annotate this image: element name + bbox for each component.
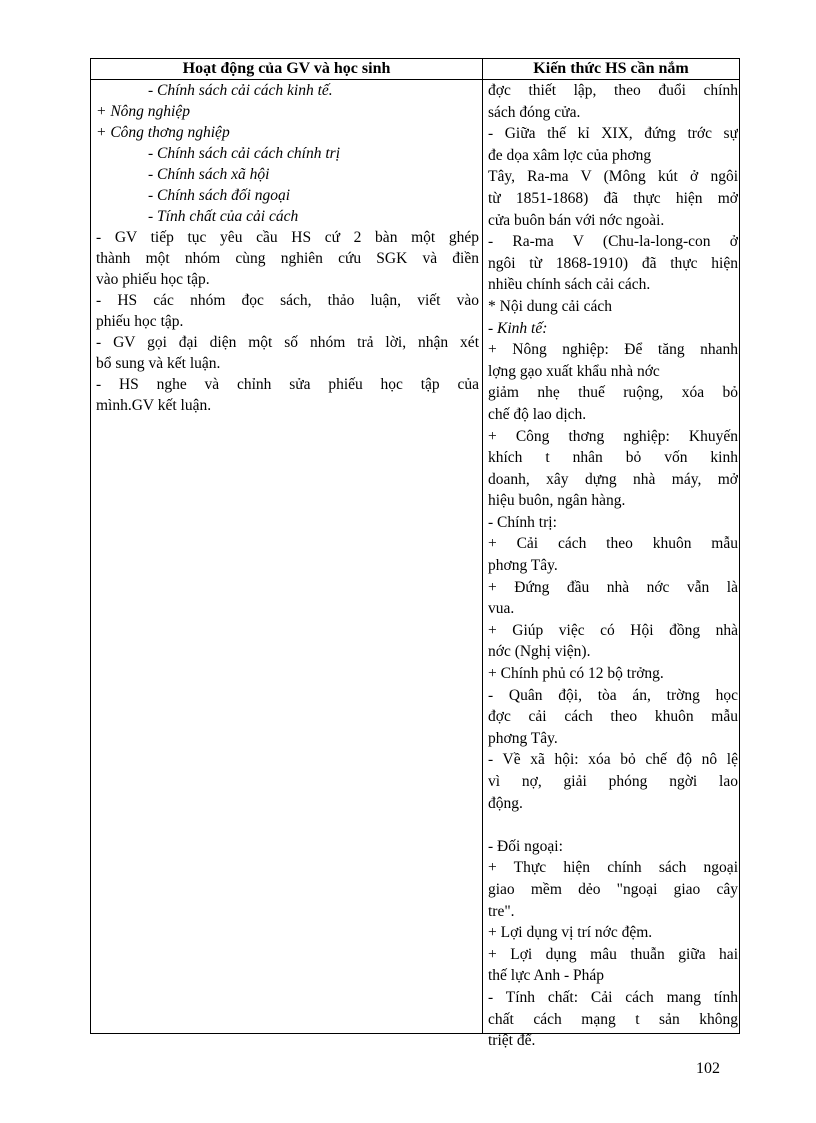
left-line: - HS nghe và chỉnh sửa phiếu học tập của: [96, 376, 479, 393]
right-line: phơng Tây.: [488, 729, 558, 747]
right-line: + Lợi dụng vị trí nớc đệm.: [488, 924, 653, 942]
left-line: + Công thơng nghiệp: [96, 124, 230, 141]
right-line: sách đóng cửa.: [488, 103, 581, 121]
left-line: mình.GV kết luận.: [96, 397, 212, 414]
header-activities: Hoạt động của GV và học sinh: [182, 60, 391, 77]
right-line: triệt để.: [488, 1032, 536, 1050]
right-line: + Nông nghiệp: Để tăng nhanh: [488, 341, 738, 359]
right-line: khích t nhân bỏ vốn kinh: [488, 449, 738, 467]
right-line: chế độ lao dịch.: [488, 405, 587, 423]
lesson-table: [90, 58, 740, 1050]
right-line: vua.: [488, 600, 515, 618]
page-number: 102: [696, 1060, 720, 1077]
right-line: nhiều chính sách cải cách.: [488, 276, 651, 294]
left-line: - Chính sách cải cách kinh tế.: [148, 82, 333, 99]
right-line: động.: [488, 794, 523, 812]
right-line: đợc cải cách theo khuôn mẫu: [488, 708, 738, 726]
right-line: + Thực hiện chính sách ngoại: [488, 859, 738, 877]
right-line: từ 1851-1868) đã thực hiện mở: [488, 189, 738, 207]
left-line: - Chính sách cải cách chính trị: [148, 145, 340, 162]
right-line: - Quân đội, tòa án, trờng học: [488, 686, 738, 704]
right-line: nớc (Nghị viện).: [488, 643, 591, 661]
left-line: thành một nhóm cùng nghiên cứu SGK và điền: [96, 250, 479, 267]
left-line: bổ sung và kết luận.: [96, 355, 221, 372]
right-line: lợng gạo xuất khẩu nhà nớc: [488, 362, 660, 380]
right-line: Tây, Ra-ma V (Mông kút ở ngôi: [488, 168, 738, 186]
activities-column: [96, 80, 479, 416]
right-line: + Giúp việc có Hội đồng nhà: [488, 621, 738, 639]
left-line: + Nông nghiệp: [96, 103, 190, 120]
left-line: - Chính sách đối ngoại: [148, 187, 291, 204]
right-line: đợc thiết lập, theo đuổi chính: [488, 82, 738, 99]
right-line: đe dọa xâm lợc của phơng: [488, 146, 652, 164]
left-line: phiếu học tập.: [96, 313, 184, 330]
left-line: - GV gọi đại diện một số nhóm trả lời, nhận xét: [96, 334, 479, 351]
right-line: phơng Tây.: [488, 557, 558, 575]
right-line: hiệu buôn, ngân hàng.: [488, 492, 626, 510]
right-line: + Đứng đầu nhà nớc vẫn là: [488, 578, 738, 596]
right-line: ngôi từ 1868-1910) đã thực hiện: [488, 254, 738, 272]
right-line: + Lợi dụng mâu thuẫn giữa hai: [488, 945, 738, 963]
left-line: - GV tiếp tục yêu cầu HS cứ 2 bàn một ghép: [96, 229, 479, 246]
column-divider: [482, 59, 483, 1033]
right-line: - Về xã hội: xóa bỏ chế độ nô lệ: [488, 751, 738, 769]
right-line: thế lực Anh - Pháp: [488, 967, 605, 985]
left-line: - Tính chất của cải cách: [148, 208, 299, 225]
right-line: chất cách mạng t sản không: [488, 1010, 738, 1028]
right-line: + Chính phủ có 12 bộ trởng.: [488, 665, 664, 683]
left-line: - Chính sách xã hội: [148, 166, 270, 183]
left-line: vào phiếu học tập.: [96, 271, 210, 288]
right-line: - Giữa thế kỉ XIX, đứng trớc sự: [488, 125, 738, 143]
right-line: - Chính trị:: [488, 513, 557, 531]
right-line: tre".: [488, 902, 515, 920]
right-line: - Kinh tế:: [488, 319, 548, 337]
right-line: vì nợ, giải phóng ngời lao: [488, 773, 738, 790]
right-line: cửa buôn bán với nớc ngoài.: [488, 211, 665, 229]
right-line: doanh, xây dựng nhà máy, mở: [488, 470, 738, 488]
right-line: * Nội dung cải cách: [488, 297, 612, 315]
right-line: giao mềm dẻo "ngoại giao cây: [488, 880, 738, 898]
knowledge-column: [488, 80, 738, 1052]
right-blank-line: [488, 814, 738, 836]
right-line: - Đối ngoại:: [488, 837, 563, 855]
header-knowledge: Kiến thức HS cần nắm: [533, 60, 689, 77]
left-line: - HS các nhóm đọc sách, thảo luận, viết vào: [96, 292, 479, 309]
right-line: giảm nhẹ thuế ruộng, xóa bỏ: [488, 384, 738, 402]
right-line: + Công thơng nghiệp: Khuyến: [488, 427, 738, 445]
right-line: - Tính chất: Cải cách mang tính: [488, 988, 738, 1006]
right-line: + Cải cách theo khuôn mẫu: [488, 535, 738, 553]
right-line: - Ra-ma V (Chu-la-long-con ở: [488, 233, 738, 251]
